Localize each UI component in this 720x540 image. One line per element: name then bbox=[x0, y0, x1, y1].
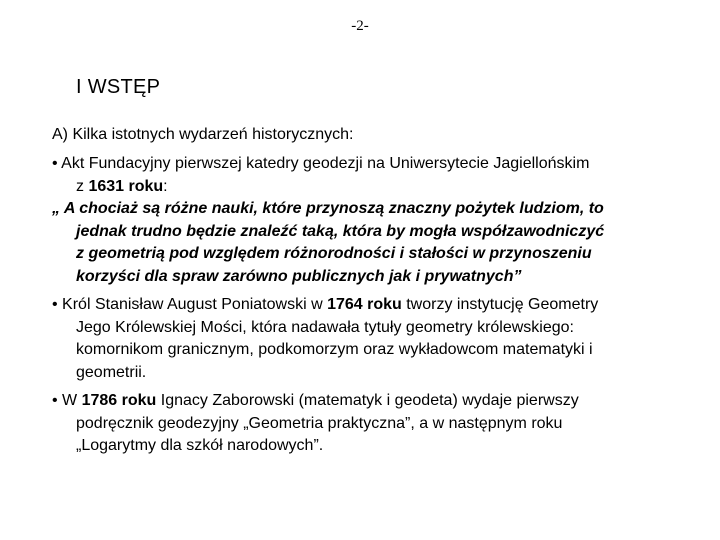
item1-quote-line2: jednak trudno będzie znaleźć taką, która by mogła współzawodniczyć bbox=[76, 222, 605, 240]
item-1731-foundation bbox=[52, 153, 692, 288]
item1-quote-line4: korzyści dla spraw zarówno publicznych jak i prywatnych” bbox=[76, 267, 522, 285]
item3-line1 bbox=[52, 390, 692, 413]
item3-line2: podręcznik geodezyjny „Geometria praktyczna”, a w następnym roku bbox=[76, 414, 563, 432]
item2-line2: Jego Królewskiej Mości, która nadawała tytuły geometry królewskiego: bbox=[76, 318, 574, 336]
item-1786-zaborowski bbox=[52, 390, 692, 458]
item2-year: 1764 roku bbox=[327, 296, 402, 313]
section-heading: I WSTĘP bbox=[76, 76, 161, 98]
item1-line1: • Akt Fundacyjny pierwszej katedry geodezji na Uniwersytecie Jagiellońskim bbox=[52, 155, 590, 172]
item2-line1 bbox=[52, 294, 692, 317]
item3-line1-post: Ignacy Zaborowski (matematyk i geodeta) wydaje pierwszy bbox=[156, 392, 579, 409]
item1-quote-line3: z geometrią pod względem różnorodności i stałości w przynoszeniu bbox=[76, 245, 592, 262]
item3-line1-pre: • W bbox=[52, 392, 82, 409]
item1-quote-line1: „ A chociaż są różne nauki, które przynoszą znaczny pożytek ludziom, to bbox=[52, 200, 604, 217]
page-number: -2- bbox=[351, 18, 369, 34]
item3-year: 1786 roku bbox=[81, 392, 157, 409]
item2-line4: geometrii. bbox=[76, 363, 147, 381]
item1-line2-pre: z bbox=[76, 177, 89, 195]
item3-line3: „Logarytmy dla szkół narodowych”. bbox=[76, 437, 324, 454]
item2-line1-post: tworzy instytucję Geometry bbox=[401, 296, 599, 313]
item1-line2 bbox=[52, 176, 692, 199]
item-1764-king bbox=[52, 294, 692, 384]
subheading: A) Kilka istotnych wydarzeń historycznych: bbox=[52, 126, 354, 143]
item1-line2-post: : bbox=[163, 177, 168, 195]
item2-line1-pre: • Król Stanisław August Poniatowski w bbox=[52, 296, 328, 313]
item1-year: 1631 roku bbox=[88, 177, 164, 195]
item2-line3: komornikom granicznym, podkomorzym oraz wykładowcom matematyki i bbox=[76, 341, 593, 358]
